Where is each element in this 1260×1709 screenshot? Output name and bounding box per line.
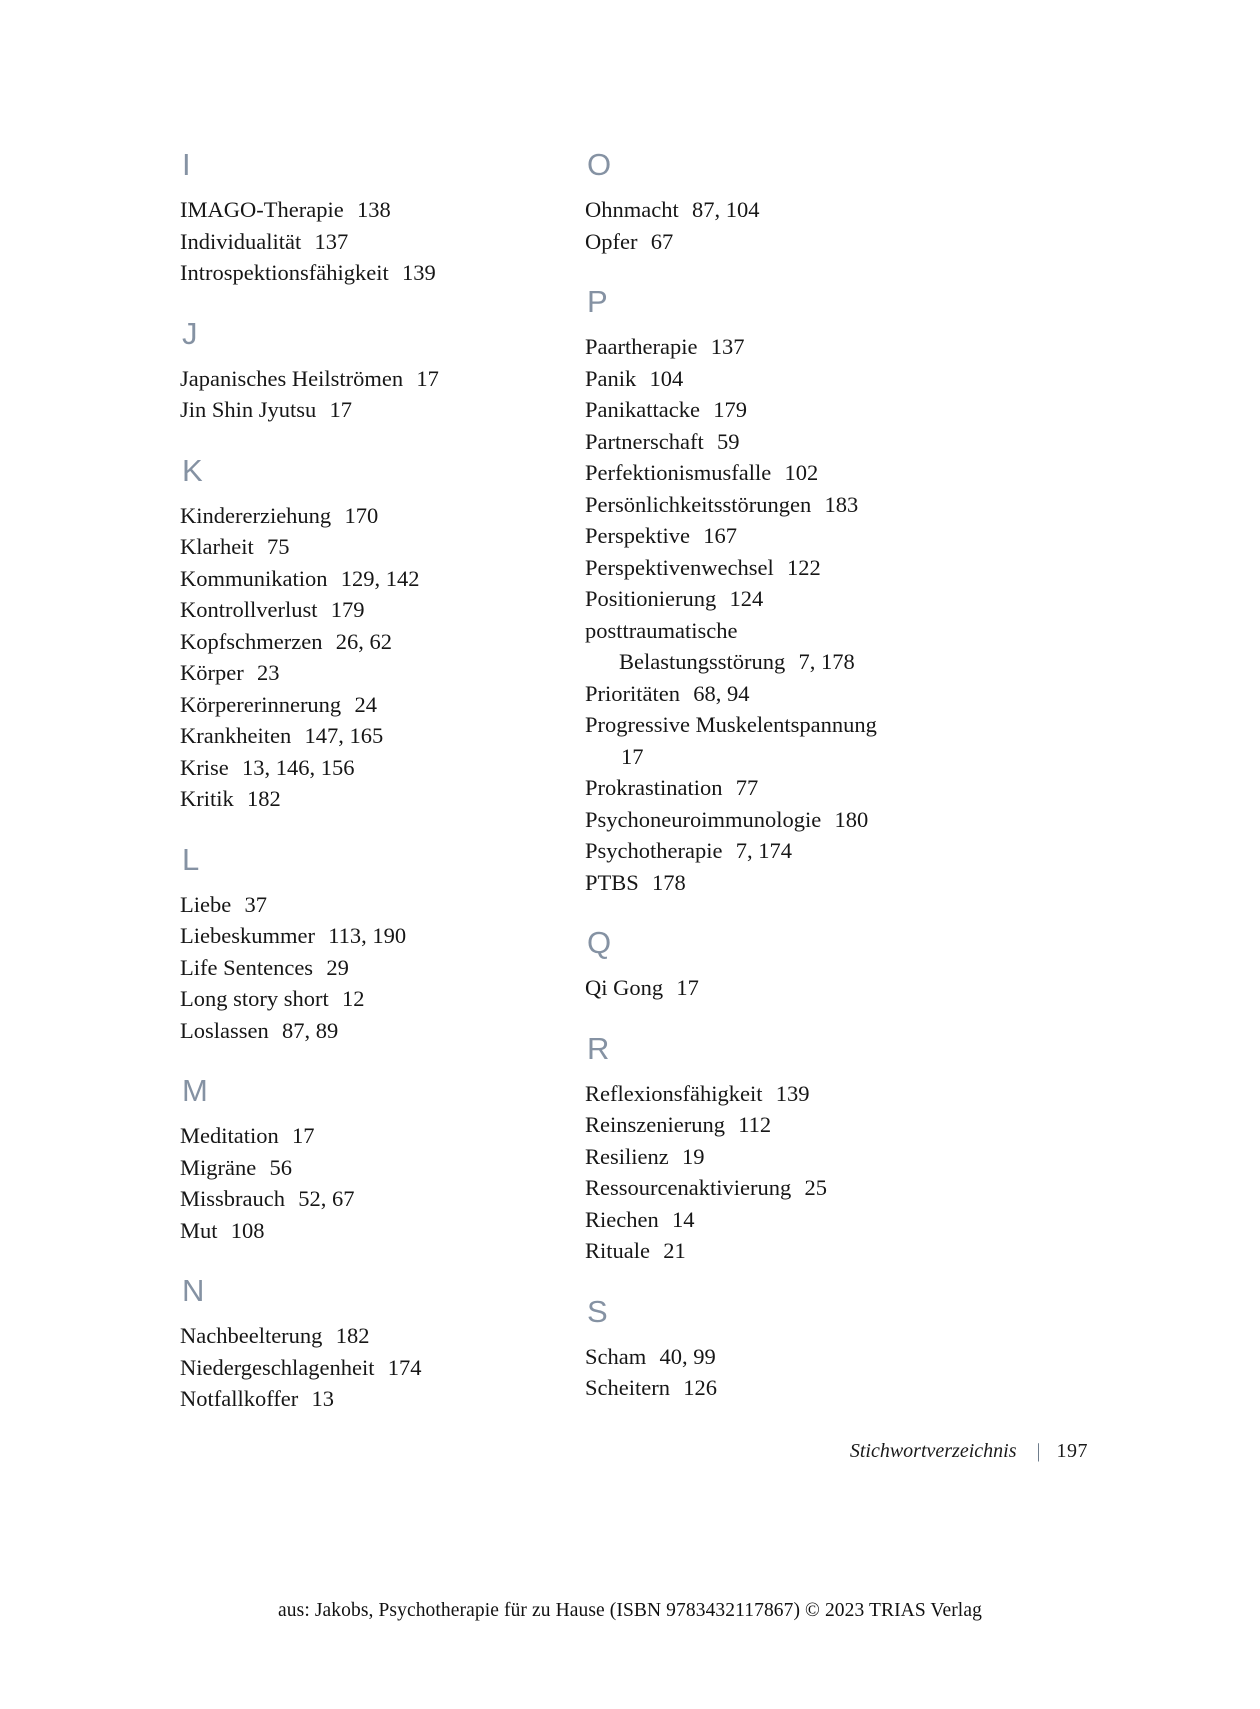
index-entry-pages: 182 — [235, 786, 281, 811]
index-entry-term: Kindererziehung — [180, 502, 332, 528]
index-entry-term: posttraumatische — [585, 617, 738, 643]
index-entry — [180, 1120, 580, 1152]
index-entry-term: Klarheit — [180, 534, 254, 559]
index-entry — [180, 1015, 580, 1047]
index-entry-pages: 21 — [651, 1238, 686, 1263]
index-entry-term: Perspektive — [585, 523, 690, 548]
index-entry-term: Missbrauch — [180, 1186, 285, 1211]
letter-group-O — [585, 148, 985, 257]
index-entry — [585, 552, 985, 584]
index-entry — [585, 1341, 985, 1373]
index-entry — [180, 626, 580, 658]
index-entry-pages: 87, 104 — [680, 197, 760, 222]
index-entry — [585, 615, 985, 647]
index-entry-pages: 59 — [705, 428, 740, 454]
index-entry — [585, 772, 985, 804]
letter-heading-N: N — [182, 1273, 205, 1308]
index-entry-pages: 37 — [233, 891, 267, 917]
index-entry — [180, 226, 580, 258]
index-entry — [585, 363, 985, 395]
index-entry-pages: 137 — [303, 228, 349, 254]
index-entry-pages: 167 — [691, 523, 737, 548]
index-entry-pages: 112 — [726, 1112, 772, 1137]
index-entry-pages: 17 — [665, 975, 699, 1000]
index-entry — [180, 500, 580, 532]
index-entry-term: Introspektionsfähigkeit — [180, 260, 389, 285]
index-entry — [585, 1109, 985, 1141]
index-entry — [585, 804, 985, 836]
index-entry-pages: 13 — [300, 1386, 335, 1411]
index-entry-term: Riechen — [585, 1206, 659, 1232]
letter-group-S — [585, 1295, 985, 1404]
index-entry-term: Loslassen — [180, 1017, 269, 1043]
index-entry-term: Migräne — [180, 1154, 257, 1180]
index-entry-term: Mut — [180, 1217, 218, 1243]
index-entry — [585, 226, 985, 258]
index-entry — [585, 678, 985, 710]
letter-group-K — [180, 454, 580, 815]
letter-heading-P: P — [587, 284, 609, 319]
index-entry-term: Krise — [180, 754, 229, 780]
index-entry-pages: 14 — [660, 1206, 695, 1232]
index-columns — [180, 148, 1060, 1415]
index-entry-term: Persönlichkeitsstörungen — [585, 491, 812, 517]
index-entry — [180, 394, 580, 426]
letter-heading-L: L — [182, 841, 200, 877]
letter-group-I — [180, 148, 580, 289]
index-entry-pages: 87, 89 — [270, 1017, 339, 1043]
index-entry-pages: 75 — [255, 534, 290, 559]
index-entry — [585, 709, 985, 741]
index-entry — [585, 972, 985, 1004]
index-entry-term: Rituale — [585, 1238, 650, 1263]
letter-group-M — [180, 1074, 580, 1246]
index-entry-pages: 178 — [640, 869, 686, 895]
index-entry — [585, 1235, 985, 1267]
index-entry — [585, 1204, 985, 1236]
index-entry-pages: 7, 174 — [724, 838, 792, 863]
index-entry — [585, 489, 985, 521]
letter-heading-O: O — [587, 147, 612, 182]
index-entry — [180, 1183, 580, 1215]
index-entry-term: Paartherapie — [585, 334, 698, 359]
index-entry — [180, 531, 580, 563]
index-entry-term: Kritik — [180, 786, 234, 811]
index-entry-term: Körper — [180, 660, 244, 685]
index-entry-term: Liebe — [180, 891, 232, 917]
index-entry-pages: 19 — [670, 1143, 705, 1169]
index-entry — [585, 1141, 985, 1173]
letter-heading-S: S — [587, 1293, 609, 1329]
index-entry-term: Individualität — [180, 228, 302, 254]
index-entry — [585, 867, 985, 899]
index-entry-term: Resilienz — [585, 1143, 669, 1169]
index-entry — [585, 835, 985, 867]
index-entry-term: Panikattacke — [585, 397, 700, 422]
index-entry-pages: 17 — [318, 397, 353, 422]
index-entry-pages: 138 — [345, 197, 391, 222]
index-entry-term: Scham — [585, 1343, 647, 1369]
index-entry-term: Progressive Muskelentspannung — [585, 712, 877, 737]
index-entry — [180, 1352, 580, 1384]
index-entry — [585, 1172, 985, 1204]
index-entry-pages: 7, 178 — [787, 649, 855, 674]
footer-page-number: 197 — [1056, 1440, 1088, 1462]
index-entry-pages: 179 — [701, 397, 747, 422]
index-entry — [180, 752, 580, 784]
index-entry-term: Reinszenierung — [585, 1112, 725, 1137]
index-entry — [180, 563, 580, 595]
index-entry-pages: 126 — [671, 1375, 717, 1400]
index-entry — [585, 194, 985, 226]
index-entry-term: Prokrastination — [585, 775, 723, 800]
index-entry — [180, 363, 580, 395]
index-entry-term: Meditation — [180, 1123, 279, 1148]
index-entry-pages: 77 — [724, 775, 759, 800]
index-entry-pages: 139 — [390, 260, 436, 285]
letter-heading-R: R — [587, 1030, 610, 1066]
index-entry-term: Long story short — [180, 986, 329, 1011]
index-entry — [180, 594, 580, 626]
index-entry-term: Positionierung — [585, 586, 717, 611]
index-entry — [585, 520, 985, 552]
index-entry — [180, 1152, 580, 1184]
index-entry — [180, 194, 580, 226]
index-entry-pages: 139 — [764, 1080, 810, 1106]
index-entry-pages: 108 — [219, 1217, 265, 1243]
index-entry — [180, 689, 580, 721]
index-entry-term: Perfektionismusfalle — [585, 460, 772, 485]
index-entry-term: Perspektivenwechsel — [585, 554, 774, 580]
index-entry-term: PTBS — [585, 869, 639, 895]
index-entry-term: Kommunikation — [180, 565, 328, 591]
index-entry-pages: 26, 62 — [324, 628, 392, 654]
index-entry — [180, 1320, 580, 1352]
index-entry-pages: 174 — [376, 1354, 422, 1380]
index-entry-pages: 147, 165 — [293, 723, 384, 748]
running-footer — [0, 1440, 1260, 1463]
index-entry-term: Kontrollverlust — [180, 597, 318, 622]
index-entry-pages: 129, 142 — [329, 565, 420, 591]
index-entry-pages: 104 — [638, 365, 684, 391]
index-entry-pages: 25 — [793, 1175, 827, 1200]
index-entry-pages: 24 — [343, 691, 377, 717]
source-copyright-line: aus: Jakobs, Psychotherapie für zu Hause (ISBN 9783432117867) © 2023 TRIAS Verlag — [278, 1600, 982, 1621]
index-entry — [180, 720, 580, 752]
letter-heading-Q: Q — [587, 925, 612, 960]
index-entry-pages: 68, 94 — [681, 680, 750, 706]
index-entry-pages: 17 — [621, 743, 644, 769]
letter-group-P — [585, 285, 985, 898]
index-entry-pages: 23 — [245, 660, 280, 685]
index-entry-term: Partnerschaft — [585, 428, 704, 454]
index-entry — [585, 1078, 985, 1110]
footer-separator: | — [1036, 1440, 1041, 1462]
index-entry-term: Life Sentences — [180, 954, 314, 980]
index-entry-term: Belastungsstörung — [619, 649, 786, 674]
index-entry — [180, 889, 580, 921]
letter-group-J — [180, 317, 580, 426]
index-entry-term: Ohnmacht — [585, 197, 679, 222]
index-entry-term: Nachbeelterung — [180, 1323, 323, 1348]
index-entry-term: Reflexionsfähigkeit — [585, 1080, 763, 1106]
letter-group-N — [180, 1274, 580, 1415]
index-entry — [585, 741, 985, 773]
index-entry-pages: 170 — [333, 502, 379, 528]
index-entry — [585, 1372, 985, 1404]
index-entry-term: Notfallkoffer — [180, 1386, 299, 1411]
index-entry-pages: 52, 67 — [287, 1186, 355, 1211]
index-entry-pages: 12 — [330, 986, 365, 1011]
index-entry-term: Ressourcenaktivierung — [585, 1175, 792, 1200]
index-entry — [180, 952, 580, 984]
index-entry-term: Psychotherapie — [585, 838, 723, 863]
index-entry-pages: 40, 99 — [648, 1343, 716, 1369]
index-entry-term: Scheitern — [585, 1375, 670, 1400]
index-entry-pages: 179 — [319, 597, 365, 622]
index-entry-term: Psychoneuroimmunologie — [585, 806, 822, 832]
letter-group-L — [180, 843, 580, 1047]
index-entry-pages: 56 — [258, 1154, 292, 1180]
footer-section-name: Stichwortverzeichnis — [849, 1440, 1017, 1462]
index-entry-pages: 180 — [823, 806, 869, 832]
index-entry-term: Krankheiten — [180, 723, 292, 748]
index-entry-term: Prioritäten — [585, 680, 680, 706]
index-entry-pages: 137 — [699, 334, 745, 359]
index-entry — [180, 257, 580, 289]
index-entry-pages: 17 — [405, 365, 439, 391]
index-entry — [180, 657, 580, 689]
index-entry — [585, 394, 985, 426]
letter-heading-M: M — [182, 1073, 209, 1108]
index-entry — [180, 1215, 580, 1247]
index-entry-pages: 124 — [718, 586, 764, 611]
index-entry — [180, 920, 580, 952]
index-entry-term: Niedergeschlagenheit — [180, 1354, 375, 1380]
index-entry-pages: 113, 190 — [316, 923, 407, 948]
index-entry-pages: 13, 146, 156 — [230, 754, 355, 780]
letter-group-Q — [585, 926, 985, 1004]
letter-heading-K: K — [182, 452, 204, 488]
index-entry-term: Opfer — [585, 228, 638, 254]
index-entry — [180, 783, 580, 815]
index-entry-pages: 17 — [280, 1123, 315, 1148]
index-entry-term: Kopfschmerzen — [180, 628, 323, 654]
index-entry-pages: 122 — [775, 554, 821, 580]
index-entry-term: Liebeskummer — [180, 923, 315, 948]
index-entry — [585, 646, 985, 678]
index-entry-term: Qi Gong — [585, 975, 664, 1000]
index-entry — [585, 583, 985, 615]
right-column — [585, 148, 985, 1415]
index-entry — [180, 983, 580, 1015]
letter-group-R — [585, 1032, 985, 1267]
index-entry-pages: 67 — [639, 228, 674, 254]
index-entry-term: Panik — [585, 365, 637, 391]
index-entry — [585, 457, 985, 489]
index-entry-term: Japanisches Heilströmen — [180, 365, 404, 391]
letter-heading-I: I — [182, 147, 192, 182]
index-entry — [180, 1383, 580, 1415]
letter-heading-J: J — [182, 315, 198, 351]
index-entry-term: IMAGO-Therapie — [180, 197, 344, 222]
index-entry-term: Jin Shin Jyutsu — [180, 397, 317, 422]
index-entry — [585, 426, 985, 458]
index-entry-pages: 29 — [315, 954, 349, 980]
index-entry — [585, 331, 985, 363]
left-column — [180, 148, 580, 1415]
index-entry-pages: 182 — [324, 1323, 370, 1348]
index-entry-pages: 102 — [773, 460, 819, 485]
index-entry-pages: 183 — [813, 491, 859, 517]
index-entry-term: Körpererinnerung — [180, 691, 342, 717]
